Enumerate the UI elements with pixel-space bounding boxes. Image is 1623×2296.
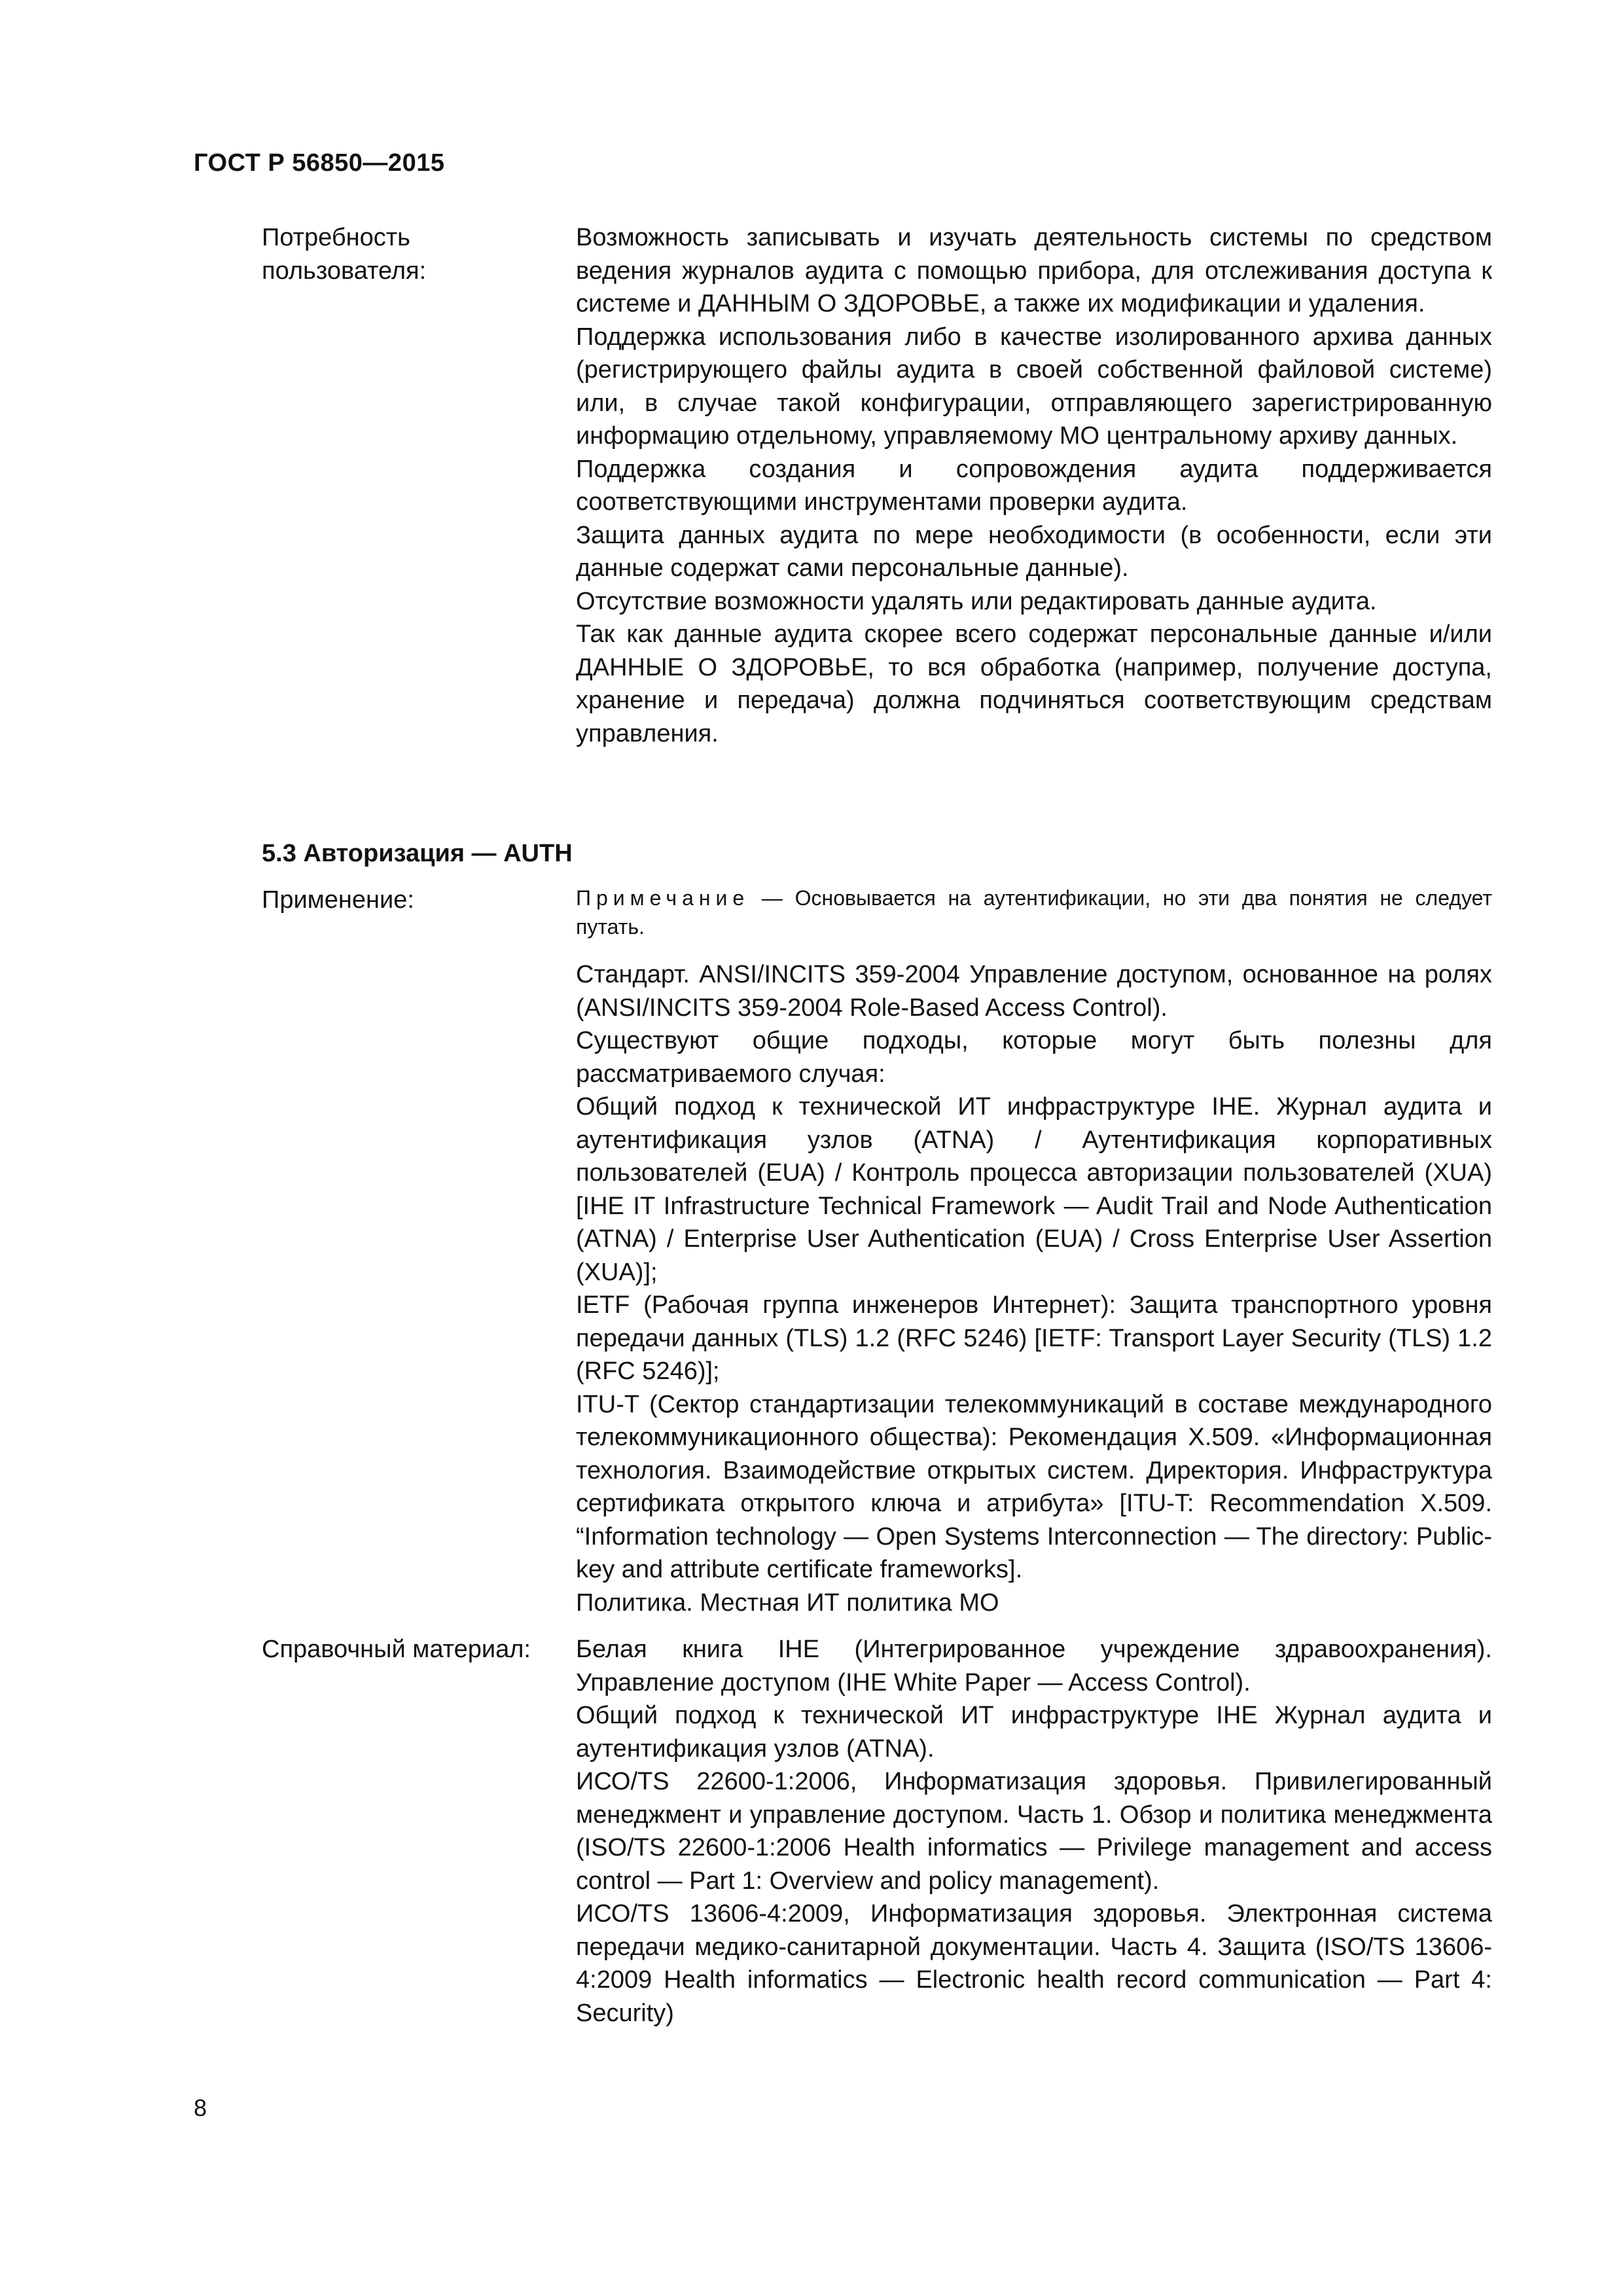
user-need-paragraph: Поддержка создания и сопровождения аудита поддерживается соответствующими инструментами проверки аудита. bbox=[576, 455, 1492, 516]
references-paragraph: Белая книга IHE (Интегрированное учреждение здравоохранения). Управление доступом (IHE White Paper — Access Control). bbox=[576, 1636, 1492, 1696]
page-number: 8 bbox=[194, 2094, 207, 2121]
user-need-paragraph: Так как данные аудита скорее всего содержат персональные данные и/или ДАННЫЕ О ЗДОРОВЬЕ, то вся обработка (например, получение доступа, хранение и передача) должна подчиняться соответствующим средствам управления. bbox=[576, 620, 1492, 747]
application-paragraph: Общий подход к технической ИТ инфраструктуре IHE. Журнал аудита и аутентификация узлов (ATNA) / Аутентификация корпоративных пользователей (EUA) / Контроль процесса авторизации пользователей (XUA) [IHE IT Infrastructure Technical Framework — Audit Trail and Node Authentication (ATNA) / Enterprise User Authentication (EUA) / Cross Enterprise User Assertion (XUA)]; bbox=[576, 1093, 1492, 1286]
application-paragraph: IETF (Рабочая группа инженеров Интернет): Защита транспортного уровня передачи данных (TLS) 1.2 (RFC 5246) [IETF: Transport Layer Security (TLS) 1.2 (RFC 5246)]; bbox=[576, 1291, 1492, 1385]
user-need-content bbox=[576, 221, 1492, 750]
document-number: ГОСТ Р 56850—2015 bbox=[194, 149, 445, 177]
user-need-paragraph: Защита данных аудита по мере необходимости (в особенности, если эти данные содержат сами персональные данные). bbox=[576, 521, 1492, 582]
note-label: Примечание bbox=[576, 886, 750, 910]
application-content bbox=[576, 884, 1492, 1619]
references-label: Справочный материал: bbox=[262, 1636, 531, 1663]
section-title: 5.3 Авторизация — AUTH bbox=[262, 840, 573, 867]
application-paragraph: Политика. Местная ИТ политика МО bbox=[576, 1588, 999, 1617]
application-paragraph: Существуют общие подходы, которые могут быть полезны для рассматриваемого случая: bbox=[576, 1027, 1492, 1088]
user-need-label: Потребность пользователя: bbox=[262, 224, 427, 285]
user-need-paragraph: Поддержка использования либо в качестве изолированного архива данных (регистрирующего файлы аудита в своей собственной файловой системе) или, в случае такой конфигурации, отправляющего зарегистрированную информацию отдельному, управляемому МО центральному архиву данных. bbox=[576, 323, 1492, 450]
references-paragraph: ИСО/TS 13606-4:2009, Информатизация здоровья. Электронная система передачи медико-санитарной документации. Часть 4. Защита (ISO/TS 13606-4:2009 Health informatics — Electronic health record communication — Part 4: Security) bbox=[576, 1900, 1492, 2027]
references-content bbox=[576, 1633, 1492, 2030]
references-paragraph: Общий подход к технической ИТ инфраструктуре IHE Журнал аудита и аутентификация узлов (ATNA). bbox=[576, 1702, 1492, 1763]
note-text: — Основывается на аутентификации, но эти два понятия не следует путать. bbox=[576, 886, 1492, 939]
application-note bbox=[576, 884, 1492, 941]
application-paragraph: Стандарт. ANSI/INCITS 359-2004 Управление доступом, основанное на ролях (ANSI/INCITS 359-2004 Role-Based Access Control). bbox=[576, 961, 1492, 1022]
user-need-paragraph: Отсутствие возможности удалять или редактировать данные аудита. bbox=[576, 587, 1377, 615]
user-need-paragraph: Возможность записывать и изучать деятельность системы по средством ведения журналов аудита с помощью прибора, для отслеживания доступа к системе и ДАННЫМ О ЗДОРОВЬЕ, а также их модификации и удаления. bbox=[576, 224, 1492, 317]
references-paragraph: ИСО/TS 22600-1:2006, Информатизация здоровья. Привилегированный менеджмент и управление доступом. Часть 1. Обзор и политика менеджмента (ISO/TS 22600-1:2006 Health informatics — Privilege management and access control — Part 1: Overview and policy management). bbox=[576, 1768, 1492, 1895]
application-paragraph: ITU-T (Сектор стандартизации телекоммуникаций в составе международного телекоммуникационного общества): Рекомендация X.509. «Информационная технология. Взаимодействие открытых систем. Директория. Инфраструктура сертификата открытого ключа и атрибута» [ITU-T: Recommendation X.509. “Information technology — Open Systems Interconnection — The directory: Public-key and attribute certificate frameworks]. bbox=[576, 1390, 1492, 1583]
application-label: Применение: bbox=[262, 886, 414, 914]
